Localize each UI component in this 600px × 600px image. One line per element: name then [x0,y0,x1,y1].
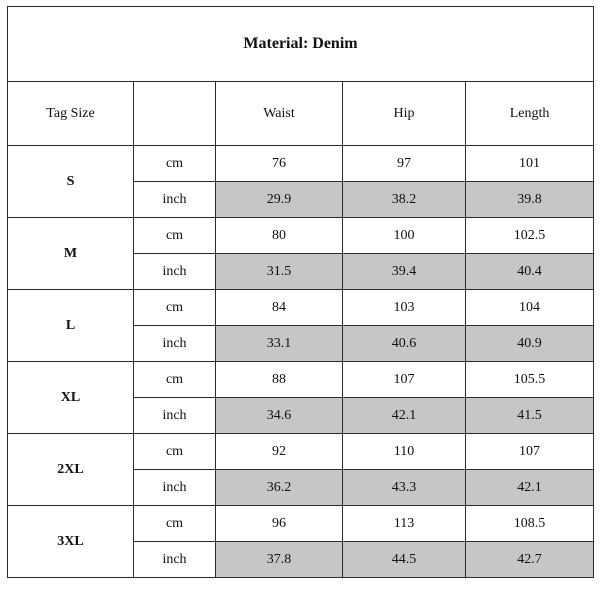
length-value: 41.5 [466,398,594,434]
table-row [8,146,594,182]
length-value: 39.8 [466,182,594,218]
tag-size-label: 2XL [8,434,134,506]
hip-value: 100 [343,218,466,254]
unit-label: inch [134,470,216,506]
length-value: 40.4 [466,254,594,290]
waist-value: 29.9 [216,182,343,218]
length-value: 42.1 [466,470,594,506]
table-row [8,218,594,254]
waist-value: 88 [216,362,343,398]
waist-value: 96 [216,506,343,542]
header-hip: Hip [343,82,466,146]
hip-value: 97 [343,146,466,182]
table-row [8,362,594,398]
waist-value: 31.5 [216,254,343,290]
hip-value: 39.4 [343,254,466,290]
waist-value: 36.2 [216,470,343,506]
waist-value: 80 [216,218,343,254]
hip-value: 42.1 [343,398,466,434]
length-value: 101 [466,146,594,182]
hip-value: 110 [343,434,466,470]
header-waist: Waist [216,82,343,146]
waist-value: 34.6 [216,398,343,434]
tag-size-label: XL [8,362,134,434]
header-length: Length [466,82,594,146]
hip-value: 107 [343,362,466,398]
unit-label: inch [134,182,216,218]
waist-value: 92 [216,434,343,470]
unit-label: inch [134,326,216,362]
waist-value: 84 [216,290,343,326]
length-value: 104 [466,290,594,326]
size-chart-table [7,6,594,578]
unit-label: cm [134,434,216,470]
table-row [8,506,594,542]
tag-size-label: M [8,218,134,290]
material-title: Material: Denim [8,7,594,82]
length-value: 42.7 [466,542,594,578]
waist-value: 37.8 [216,542,343,578]
header-row [8,82,594,146]
hip-value: 38.2 [343,182,466,218]
tag-size-label: L [8,290,134,362]
unit-label: inch [134,542,216,578]
unit-label: cm [134,290,216,326]
tag-size-label: 3XL [8,506,134,578]
length-value: 40.9 [466,326,594,362]
hip-value: 43.3 [343,470,466,506]
length-value: 107 [466,434,594,470]
unit-label: cm [134,506,216,542]
unit-label: cm [134,146,216,182]
length-value: 108.5 [466,506,594,542]
table-row [8,290,594,326]
length-value: 102.5 [466,218,594,254]
header-tag-size: Tag Size [8,82,134,146]
unit-label: cm [134,218,216,254]
unit-label: cm [134,362,216,398]
unit-label: inch [134,398,216,434]
tag-size-label: S [8,146,134,218]
length-value: 105.5 [466,362,594,398]
hip-value: 44.5 [343,542,466,578]
table-row [8,434,594,470]
unit-label: inch [134,254,216,290]
header-unit [134,82,216,146]
hip-value: 40.6 [343,326,466,362]
waist-value: 33.1 [216,326,343,362]
hip-value: 113 [343,506,466,542]
hip-value: 103 [343,290,466,326]
waist-value: 76 [216,146,343,182]
title-row [8,7,594,82]
